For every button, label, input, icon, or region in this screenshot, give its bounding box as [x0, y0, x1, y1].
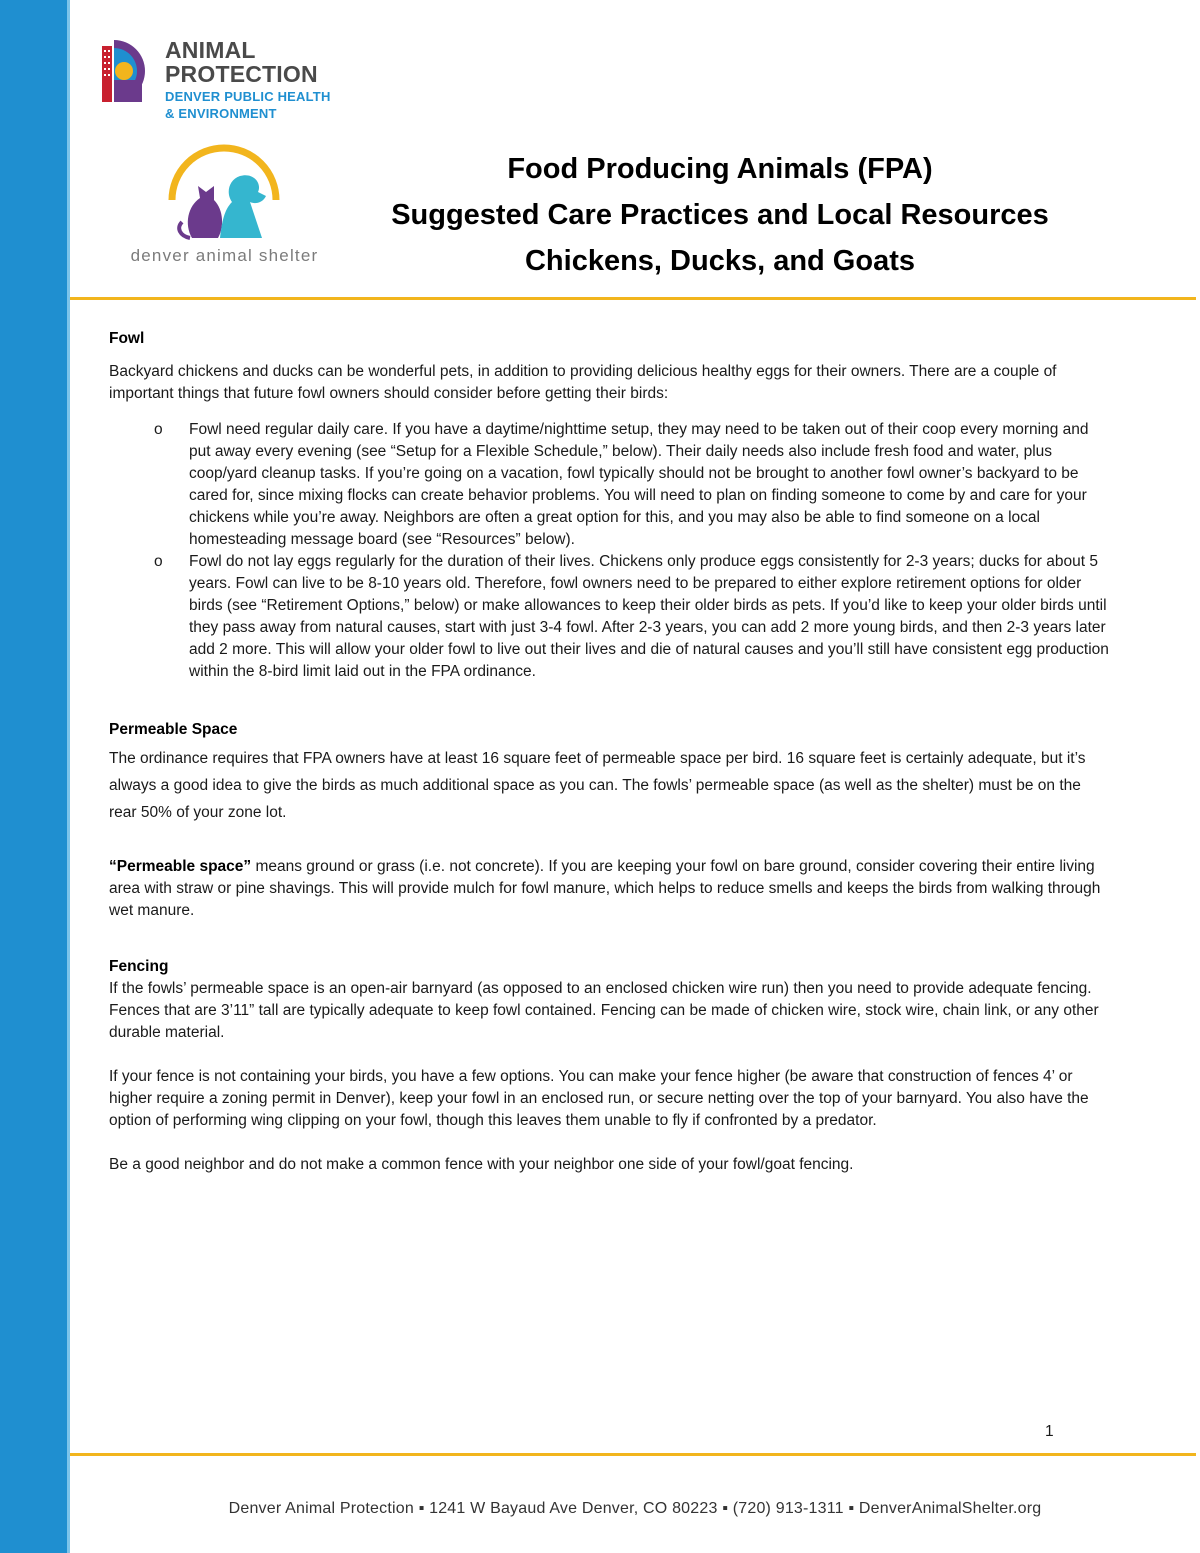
animal-protection-mark-icon — [102, 40, 154, 102]
animal-protection-logo — [102, 37, 362, 125]
bullet-marker: o — [154, 553, 163, 570]
title-line-2: Suggested Care Practices and Local Resources — [391, 199, 1049, 231]
document-title — [330, 146, 1110, 284]
denver-animal-shelter-logo — [122, 140, 332, 275]
permeable-definition-paragraph — [109, 856, 1109, 922]
permeable-term: “Permeable space” — [109, 858, 252, 875]
logo-line-protection: PROTECTION — [165, 61, 318, 87]
list-item — [109, 419, 1109, 551]
section-heading-fencing: Fencing — [109, 958, 169, 975]
bullet-marker: o — [154, 421, 163, 438]
logo-line-environment: & ENVIRONMENT — [165, 106, 277, 121]
permeable-space-paragraph: The ordinance requires that FPA owners have at least 16 square feet of permeable space per bird. 16 square feet is certainly adequate, but it’s always a good idea to give the birds as much additional space as you can. The fowls’ permeable space (as well as the shelter) must be on the rear 50% of your zone lot. — [109, 750, 1086, 821]
fowl-bullet-list — [109, 419, 1109, 683]
title-line-1: Food Producing Animals (FPA) — [507, 153, 933, 185]
fencing-paragraph-2: If your fence is not containing your birds, you have a few options. You can make your fence higher (be aware that construction of fences 4’ or higher require a zoning permit in Denver), keep your fowl in an enclosed run, or secure netting over the top of your barnyard. You also have the option of performing wing clipping on your fowl, though this leaves them unable to fly if confronted by a predator. — [109, 1068, 1089, 1129]
logo-title — [165, 38, 318, 86]
list-item — [109, 551, 1109, 683]
logo-line-animal: ANIMAL — [165, 37, 256, 63]
logo-subtitle — [165, 88, 331, 122]
cat-and-dog-sunrise-icon — [162, 140, 282, 242]
footer-contact: Denver Animal Protection ▪ 1241 W Bayaud Ave Denver, CO 80223 ▪ (720) 913-1311 ▪ DenverAnimalShelter.org — [228, 1500, 1042, 1517]
bullet-text: Fowl need regular daily care. If you have a daytime/nighttime setup, they may need to be taken out of their coop every morning and put away every evening (see “Setup for a Flexible Schedule,” below). Their daily needs also include fresh food and water, plus coop/yard cleanup tasks. If you’re going on a vacation, fowl typically should not be brought to another fowl owner’s backyard to be cared for, since mixing flocks can create behavior problems. You will need to plan on finding someone to come by and care for your chickens while you’re away. Neighbors are often a great option for this, and you may also be able to find someone on a local homesteading message board (see “Resources” below). — [189, 421, 1089, 548]
fowl-intro-paragraph: Backyard chickens and ducks can be wonderful pets, in addition to providing delicious healthy eggs for their owners. There are a couple of important things that future fowl owners should consider before getting their birds: — [109, 363, 1057, 402]
section-heading-permeable-space: Permeable Space — [109, 721, 238, 738]
page-number: 1 — [1045, 1423, 1054, 1440]
document-body — [109, 328, 1109, 1176]
header-divider — [70, 297, 1196, 300]
fencing-paragraph-3: Be a good neighbor and do not make a common fence with your neighbor one side of your fowl/goat fencing. — [109, 1156, 854, 1173]
logo-line-health: DENVER PUBLIC HEALTH — [165, 89, 331, 104]
section-heading-fowl: Fowl — [109, 330, 145, 347]
footer-divider — [70, 1453, 1196, 1456]
title-line-3: Chickens, Ducks, and Goats — [524, 245, 915, 277]
permeable-definition-text: means ground or grass (i.e. not concrete). If you are keeping your fowl on bare ground, consider covering their entire living area with straw or pine shavings. This will provide mulch for fowl manure, which helps to reduce smells and keeps the birds from walking through wet manure. — [109, 858, 1101, 919]
bullet-text: Fowl do not lay eggs regularly for the duration of their lives. Chickens only produce eggs consistently for 2-3 years; ducks for about 5 years. Fowl can live to be 8-10 years old. Therefore, fowl owners need to be prepared to either explore retirement options for older birds (see “Retirement Options,” below) or make allowances to keep their older birds as pets. If you’d like to keep your older birds until they pass away from natural causes, start with just 3-4 fowl. After 2-3 years, you can add 2 more young birds, and then 2-3 years later add 2 more. This will allow your older fowl to live out their lives and die of natural causes and you’ll still have consistent egg production within the 8-bird limit laid out in the FPA ordinance. — [189, 553, 1109, 680]
shelter-name: denver animal shelter — [130, 246, 319, 265]
fencing-paragraph-1: If the fowls’ permeable space is an open-air barnyard (as opposed to an enclosed chicken wire run) then you need to provide adequate fencing. Fences that are 3’11” tall are typically adequate to keep fowl contained. Fencing can be made of chicken wire, stock wire, chain link, or any other durable material. — [109, 980, 1099, 1041]
side-color-bar — [0, 0, 70, 1553]
